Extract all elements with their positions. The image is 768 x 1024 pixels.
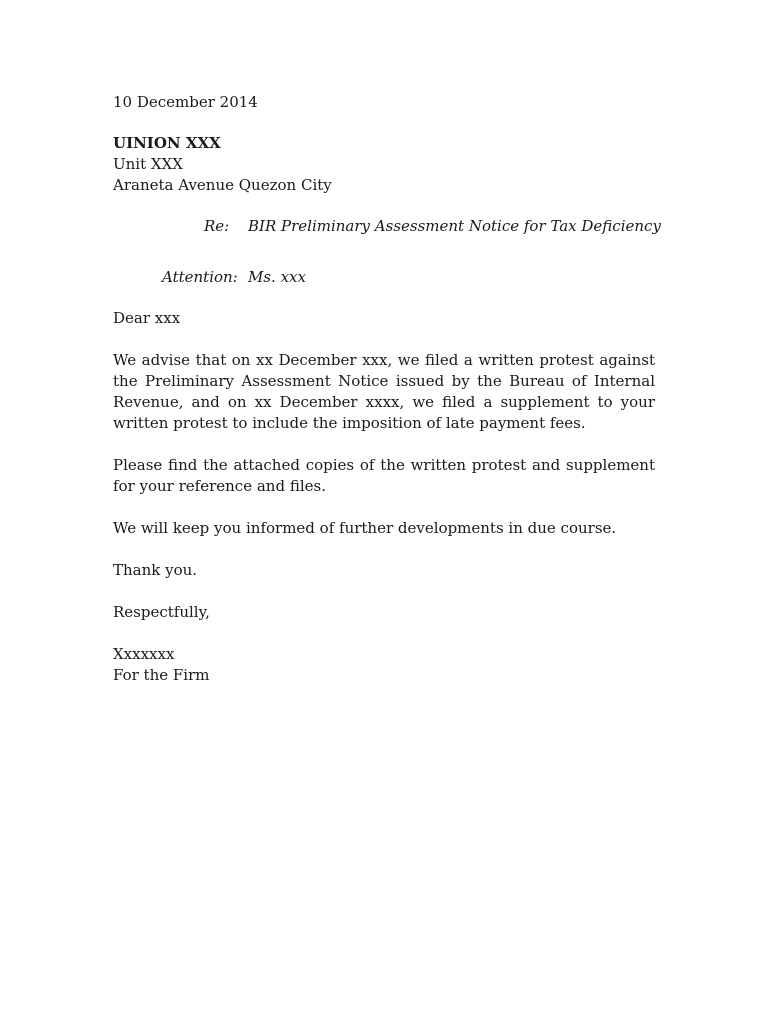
addressee-block [113, 133, 655, 196]
subject-label: Re: [204, 217, 230, 235]
subject-text: BIR Preliminary Assessment Notice for Tax Deficiency [248, 217, 661, 235]
subject-line [113, 216, 661, 237]
attention-label: Attention: [162, 268, 238, 286]
salutation: Dear xxx [113, 309, 181, 327]
addressee-name: UINION XXX [113, 134, 221, 152]
signatory-name: Xxxxxxx [113, 645, 175, 663]
body-paragraph-2: Please find the attached copies of the written protest and supplement for your reference and files. [113, 456, 655, 495]
signatory-firm: For the Firm [113, 666, 210, 684]
body-paragraph-1: We advise that on xx December xxx, we filed a written protest against the Preliminary Assessment Notice issued by the Bureau of Internal Revenue, and on xx December xxxx, we filed a supplement to your written protest to include the imposition of late payment fees. [113, 351, 655, 432]
addressee-unit: Unit XXX [113, 155, 183, 173]
closing-line: Thank you. [113, 561, 198, 579]
signoff: Respectfully, [113, 603, 210, 621]
addressee-address: Araneta Avenue Quezon City [113, 176, 332, 194]
signature-block [113, 644, 655, 686]
attention-recipient: Ms. xxx [248, 268, 306, 286]
attention-line [113, 267, 655, 288]
body-paragraph-3: We will keep you informed of further developments in due course. [113, 519, 617, 537]
letter-document [113, 92, 661, 686]
letter-date: 10 December 2014 [113, 93, 258, 111]
